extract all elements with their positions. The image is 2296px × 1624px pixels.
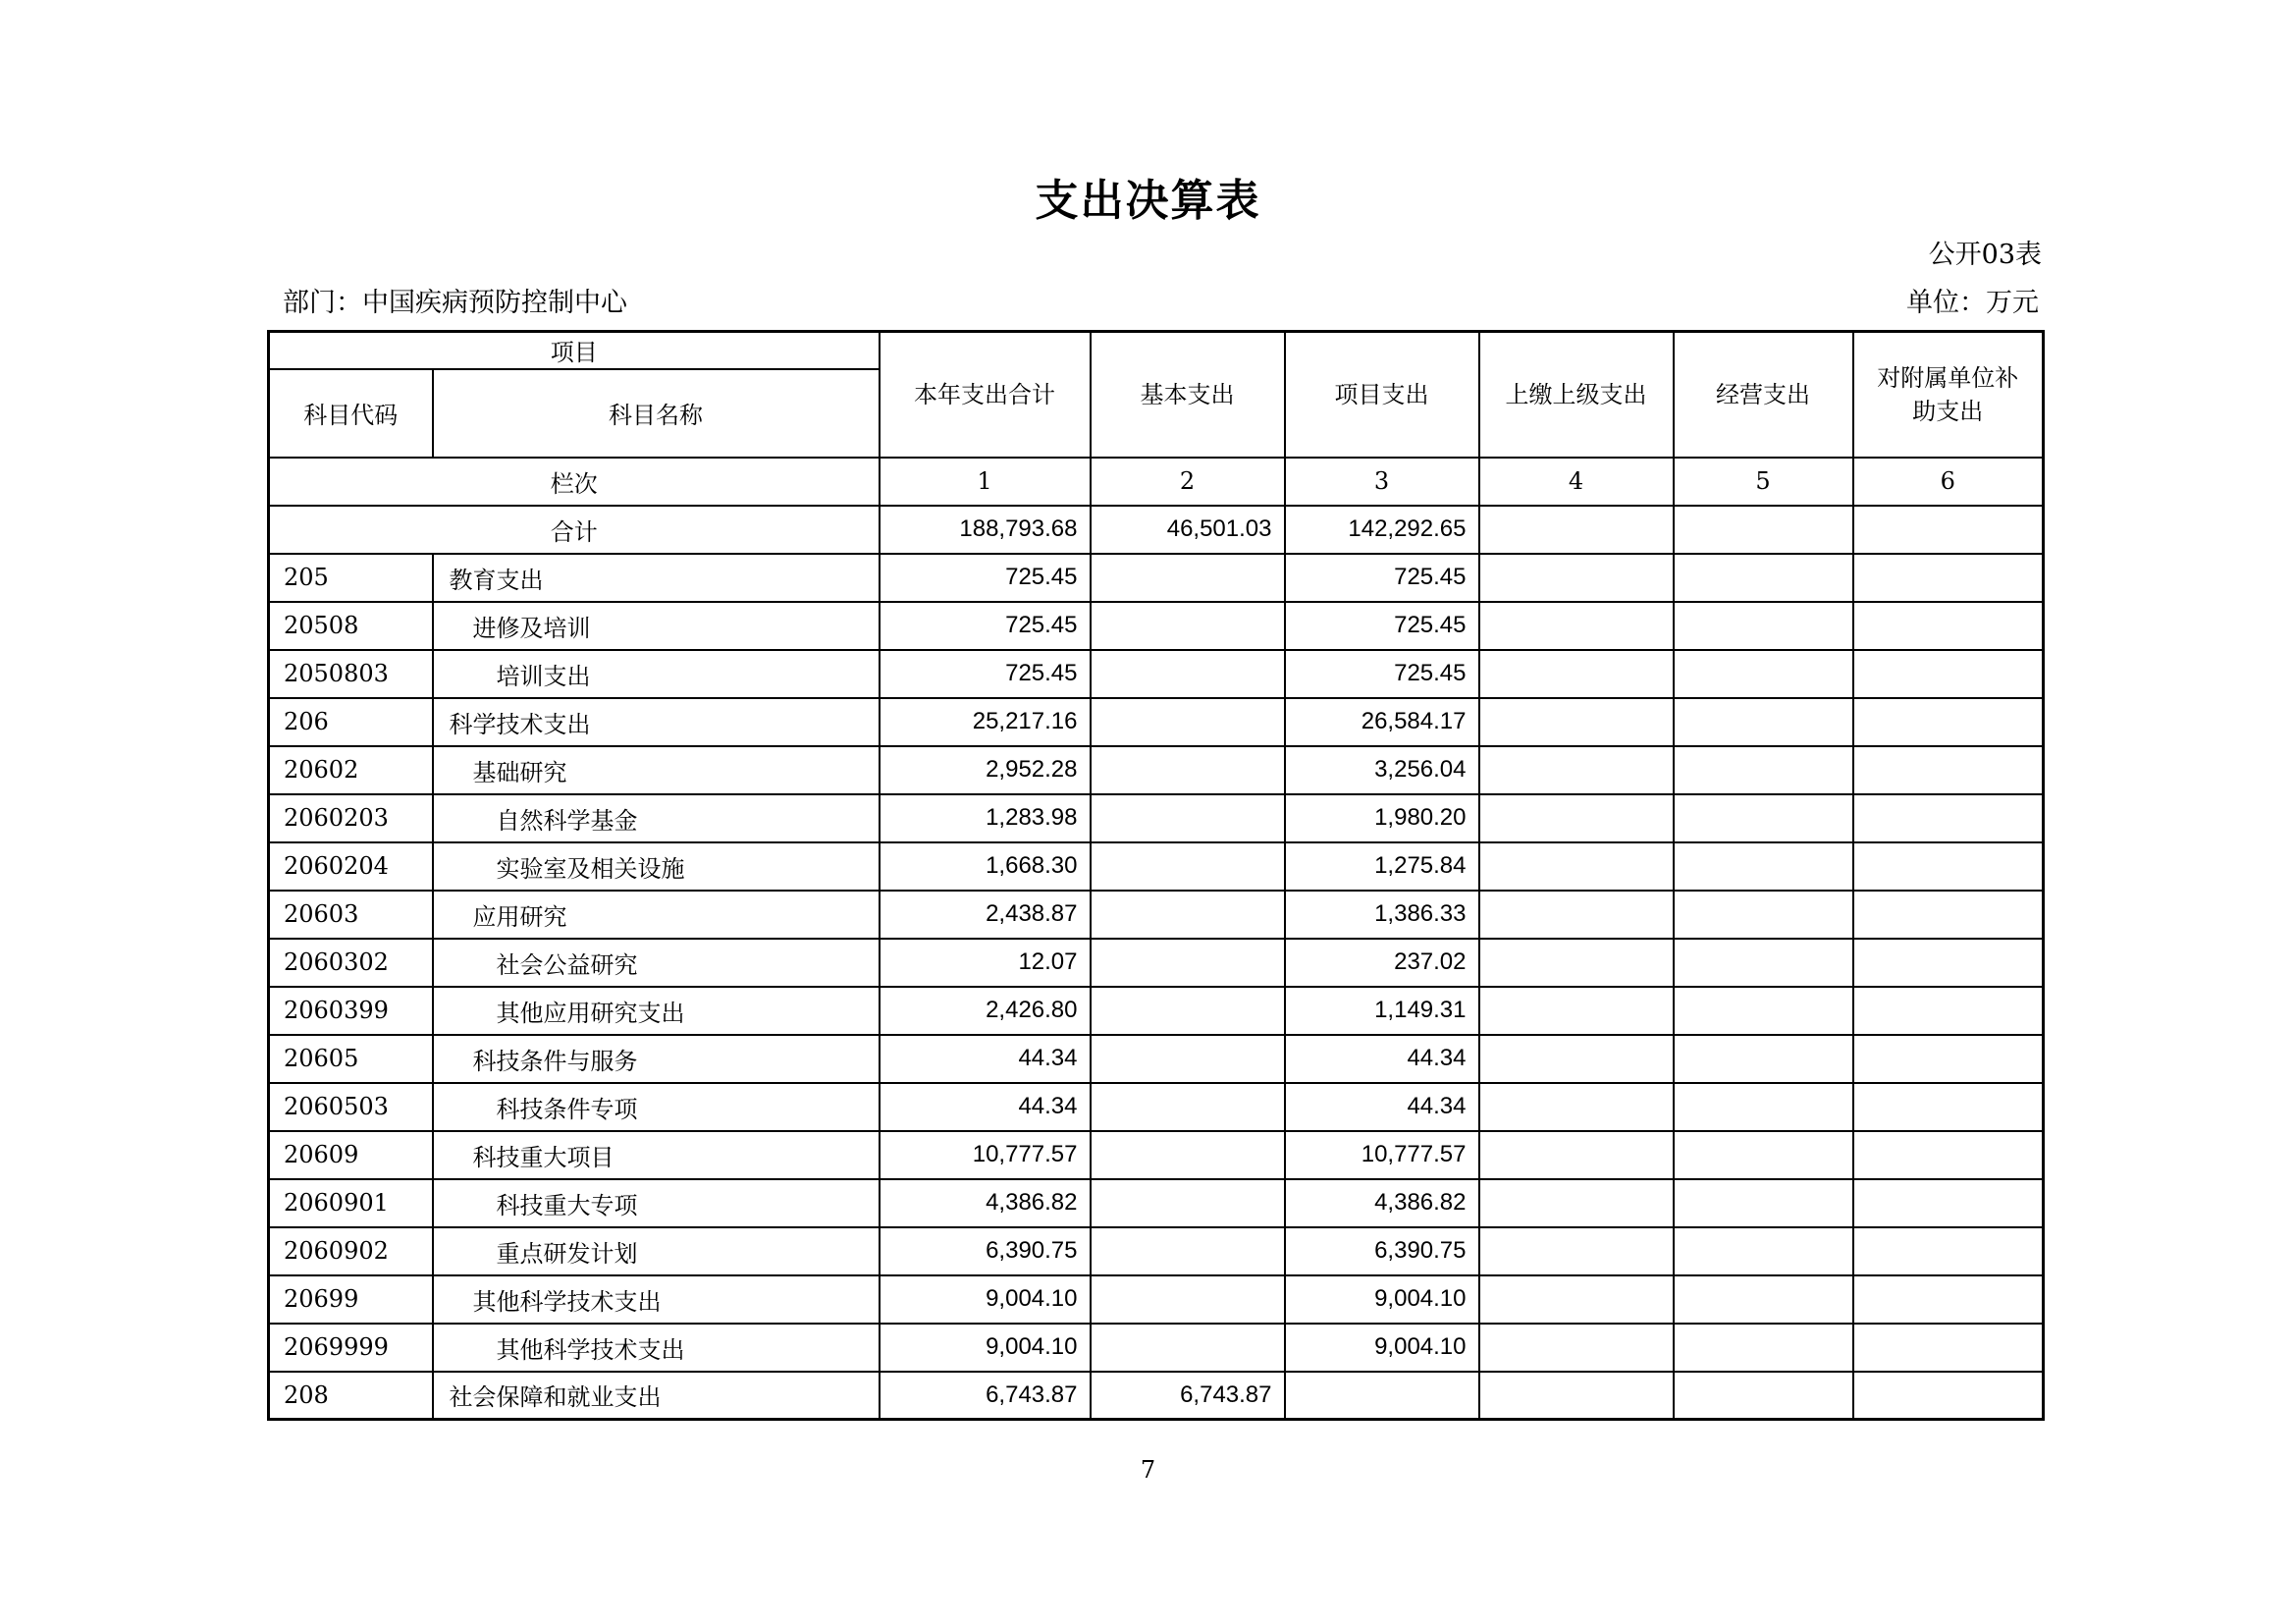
amount-cell: [1853, 1179, 2044, 1227]
amount-cell: [1479, 1131, 1674, 1179]
amount-cell: [1853, 1131, 2044, 1179]
amount-cell: 9,004.10: [880, 1324, 1091, 1372]
amount-cell: 44.34: [1285, 1035, 1479, 1083]
total-row: [269, 506, 2044, 554]
amount-cell: [1479, 650, 1674, 698]
amount-cell: 4,386.82: [880, 1179, 1091, 1227]
table-row: [269, 1275, 2044, 1324]
subject-name: 社会公益研究: [433, 939, 880, 987]
subject-name: 实验室及相关设施: [433, 842, 880, 891]
amount-cell: [1091, 891, 1285, 939]
page-number: 7: [1140, 1456, 1156, 1484]
table-row: [269, 842, 2044, 891]
amount-cell: [1479, 1275, 1674, 1324]
amount-cell: 1,283.98: [880, 794, 1091, 842]
amount-cell: [1853, 1035, 2044, 1083]
subject-code: 2060302: [269, 939, 433, 987]
amount-cell: 6,390.75: [880, 1227, 1091, 1275]
amount-cell: [1479, 939, 1674, 987]
amount-cell: 10,777.57: [880, 1131, 1091, 1179]
amount-cell: [1674, 842, 1853, 891]
amount-cell: [1091, 698, 1285, 746]
page-title: 支出决算表: [1035, 176, 1261, 226]
amount-cell: [1853, 1083, 2044, 1131]
table-row: [269, 602, 2044, 650]
subject-code: 2060902: [269, 1227, 433, 1275]
amount-cell: 44.34: [880, 1035, 1091, 1083]
table-row: [269, 1131, 2044, 1179]
amount-cell: [1853, 602, 2044, 650]
header-name: 科目名称: [433, 369, 880, 458]
subject-code: 2069999: [269, 1324, 433, 1372]
amount-cell: 2,426.80: [880, 987, 1091, 1035]
lane-number: 3: [1285, 458, 1479, 506]
lane-label: 栏次: [269, 458, 880, 506]
amount-cell: 12.07: [880, 939, 1091, 987]
amount-cell: 9,004.10: [880, 1275, 1091, 1324]
form-number: 公开03表: [1928, 240, 2042, 270]
amount-cell: 1,386.33: [1285, 891, 1479, 939]
amount-cell: [1853, 746, 2044, 794]
subject-code: 206: [269, 698, 433, 746]
amount-cell: 6,743.87: [880, 1372, 1091, 1420]
amount-cell: [1853, 939, 2044, 987]
amount-cell: [1674, 794, 1853, 842]
amount-cell: [1479, 1179, 1674, 1227]
table-row: [269, 1179, 2044, 1227]
table-row: [269, 1324, 2044, 1372]
lane-row: [269, 458, 2044, 506]
subject-name: 科技条件专项: [433, 1083, 880, 1131]
table-row: [269, 891, 2044, 939]
subject-name: 进修及培训: [433, 602, 880, 650]
subject-name: 科技重大项目: [433, 1131, 880, 1179]
amount-cell: 25,217.16: [880, 698, 1091, 746]
unit-label: 单位：万元: [1906, 288, 2039, 318]
amount-cell: 9,004.10: [1285, 1324, 1479, 1372]
total-value: [1853, 506, 2044, 554]
lane-number: 1: [880, 458, 1091, 506]
subject-code: 20609: [269, 1131, 433, 1179]
amount-cell: [1674, 554, 1853, 602]
amount-cell: [1674, 698, 1853, 746]
subject-code: 2050803: [269, 650, 433, 698]
amount-cell: [1091, 1227, 1285, 1275]
amount-cell: [1674, 1372, 1853, 1420]
amount-cell: 26,584.17: [1285, 698, 1479, 746]
amount-cell: [1091, 842, 1285, 891]
amount-cell: [1674, 1324, 1853, 1372]
amount-cell: [1853, 650, 2044, 698]
table-row: [269, 650, 2044, 698]
subject-name: 应用研究: [433, 891, 880, 939]
table-row: [269, 987, 2044, 1035]
table-row: [269, 794, 2044, 842]
amount-cell: [1674, 987, 1853, 1035]
amount-cell: [1479, 602, 1674, 650]
subject-name: 科技条件与服务: [433, 1035, 880, 1083]
amount-cell: 6,743.87: [1091, 1372, 1285, 1420]
subject-name: 培训支出: [433, 650, 880, 698]
amount-cell: 3,256.04: [1285, 746, 1479, 794]
lane-number: 6: [1853, 458, 2044, 506]
amount-cell: 725.45: [1285, 554, 1479, 602]
expenditure-table: [267, 330, 2045, 1421]
subject-name: 教育支出: [433, 554, 880, 602]
amount-cell: [1479, 1083, 1674, 1131]
subject-name: 社会保障和就业支出: [433, 1372, 880, 1420]
amount-cell: [1674, 939, 1853, 987]
amount-cell: [1479, 1227, 1674, 1275]
amount-cell: 237.02: [1285, 939, 1479, 987]
table-row: [269, 746, 2044, 794]
amount-cell: 2,952.28: [880, 746, 1091, 794]
header-item: 项目: [269, 332, 880, 369]
amount-cell: [1479, 698, 1674, 746]
amount-cell: [1091, 939, 1285, 987]
subject-code: 2060204: [269, 842, 433, 891]
amount-cell: [1853, 987, 2044, 1035]
subject-name: 科学技术支出: [433, 698, 880, 746]
amount-cell: [1091, 1275, 1285, 1324]
total-value: 188,793.68: [880, 506, 1091, 554]
amount-cell: [1091, 650, 1285, 698]
table-row: [269, 1083, 2044, 1131]
amount-cell: 4,386.82: [1285, 1179, 1479, 1227]
subject-name: 自然科学基金: [433, 794, 880, 842]
amount-cell: [1091, 602, 1285, 650]
amount-cell: 44.34: [880, 1083, 1091, 1131]
amount-cell: [1479, 746, 1674, 794]
amount-cell: [1853, 891, 2044, 939]
amount-cell: 2,438.87: [880, 891, 1091, 939]
amount-cell: [1091, 794, 1285, 842]
amount-cell: 9,004.10: [1285, 1275, 1479, 1324]
subject-code: 205: [269, 554, 433, 602]
table-row: [269, 1227, 2044, 1275]
header-col-total: 本年支出合计: [880, 332, 1091, 458]
header-col-basic: 基本支出: [1091, 332, 1285, 458]
table-row: [269, 1035, 2044, 1083]
amount-cell: 1,668.30: [880, 842, 1091, 891]
amount-cell: [1479, 891, 1674, 939]
subject-name: 科技重大专项: [433, 1179, 880, 1227]
amount-cell: [1674, 602, 1853, 650]
amount-cell: 1,980.20: [1285, 794, 1479, 842]
subject-name: 重点研发计划: [433, 1227, 880, 1275]
table-row: [269, 1372, 2044, 1420]
amount-cell: [1853, 794, 2044, 842]
total-value: [1479, 506, 1674, 554]
amount-cell: [1091, 746, 1285, 794]
amount-cell: [1853, 698, 2044, 746]
amount-cell: 1,149.31: [1285, 987, 1479, 1035]
subject-code: 208: [269, 1372, 433, 1420]
amount-cell: [1091, 1324, 1285, 1372]
amount-cell: 725.45: [880, 554, 1091, 602]
amount-cell: [1853, 1324, 2044, 1372]
amount-cell: [1674, 1179, 1853, 1227]
amount-cell: [1853, 1275, 2044, 1324]
amount-cell: 1,275.84: [1285, 842, 1479, 891]
amount-cell: [1674, 1131, 1853, 1179]
amount-cell: [1674, 891, 1853, 939]
amount-cell: [1091, 1131, 1285, 1179]
amount-cell: [1479, 794, 1674, 842]
subject-code: 2060901: [269, 1179, 433, 1227]
amount-cell: 725.45: [1285, 650, 1479, 698]
amount-cell: [1853, 1227, 2044, 1275]
subject-name: 其他科学技术支出: [433, 1324, 880, 1372]
header-col-subsidy: 对附属单位补助支出: [1853, 332, 2044, 458]
subject-code: 20699: [269, 1275, 433, 1324]
amount-cell: 725.45: [880, 650, 1091, 698]
subject-code: 20603: [269, 891, 433, 939]
amount-cell: [1674, 1275, 1853, 1324]
subject-code: 20605: [269, 1035, 433, 1083]
amount-cell: [1285, 1372, 1479, 1420]
lane-number: 4: [1479, 458, 1674, 506]
amount-cell: [1091, 1179, 1285, 1227]
amount-cell: [1674, 746, 1853, 794]
amount-cell: [1091, 987, 1285, 1035]
department-label: 部门：中国疾病预防控制中心: [283, 288, 627, 318]
subject-code: 20602: [269, 746, 433, 794]
header-col-project: 项目支出: [1285, 332, 1479, 458]
subject-code: 2060399: [269, 987, 433, 1035]
header-col-operating: 经营支出: [1674, 332, 1853, 458]
table-row: [269, 939, 2044, 987]
lane-number: 2: [1091, 458, 1285, 506]
amount-cell: [1853, 1372, 2044, 1420]
amount-cell: [1479, 842, 1674, 891]
amount-cell: [1479, 1324, 1674, 1372]
amount-cell: [1674, 1227, 1853, 1275]
amount-cell: [1853, 842, 2044, 891]
amount-cell: 10,777.57: [1285, 1131, 1479, 1179]
amount-cell: [1674, 1035, 1853, 1083]
header-col-remit: 上缴上级支出: [1479, 332, 1674, 458]
total-label: 合计: [269, 506, 880, 554]
total-value: 142,292.65: [1285, 506, 1479, 554]
header-code: 科目代码: [269, 369, 433, 458]
amount-cell: [1674, 650, 1853, 698]
subject-name: 基础研究: [433, 746, 880, 794]
lane-number: 5: [1674, 458, 1853, 506]
amount-cell: [1674, 1083, 1853, 1131]
amount-cell: [1091, 1083, 1285, 1131]
amount-cell: [1479, 1035, 1674, 1083]
table-row: [269, 554, 2044, 602]
amount-cell: 6,390.75: [1285, 1227, 1479, 1275]
amount-cell: [1091, 554, 1285, 602]
subject-code: 2060503: [269, 1083, 433, 1131]
amount-cell: [1479, 554, 1674, 602]
subject-code: 20508: [269, 602, 433, 650]
table-row: [269, 698, 2044, 746]
amount-cell: [1479, 1372, 1674, 1420]
amount-cell: [1853, 554, 2044, 602]
amount-cell: [1479, 987, 1674, 1035]
total-value: [1674, 506, 1853, 554]
subject-name: 其他科学技术支出: [433, 1275, 880, 1324]
amount-cell: [1091, 1035, 1285, 1083]
amount-cell: 725.45: [1285, 602, 1479, 650]
subject-name: 其他应用研究支出: [433, 987, 880, 1035]
subject-code: 2060203: [269, 794, 433, 842]
amount-cell: 44.34: [1285, 1083, 1479, 1131]
total-value: 46,501.03: [1091, 506, 1285, 554]
amount-cell: 725.45: [880, 602, 1091, 650]
